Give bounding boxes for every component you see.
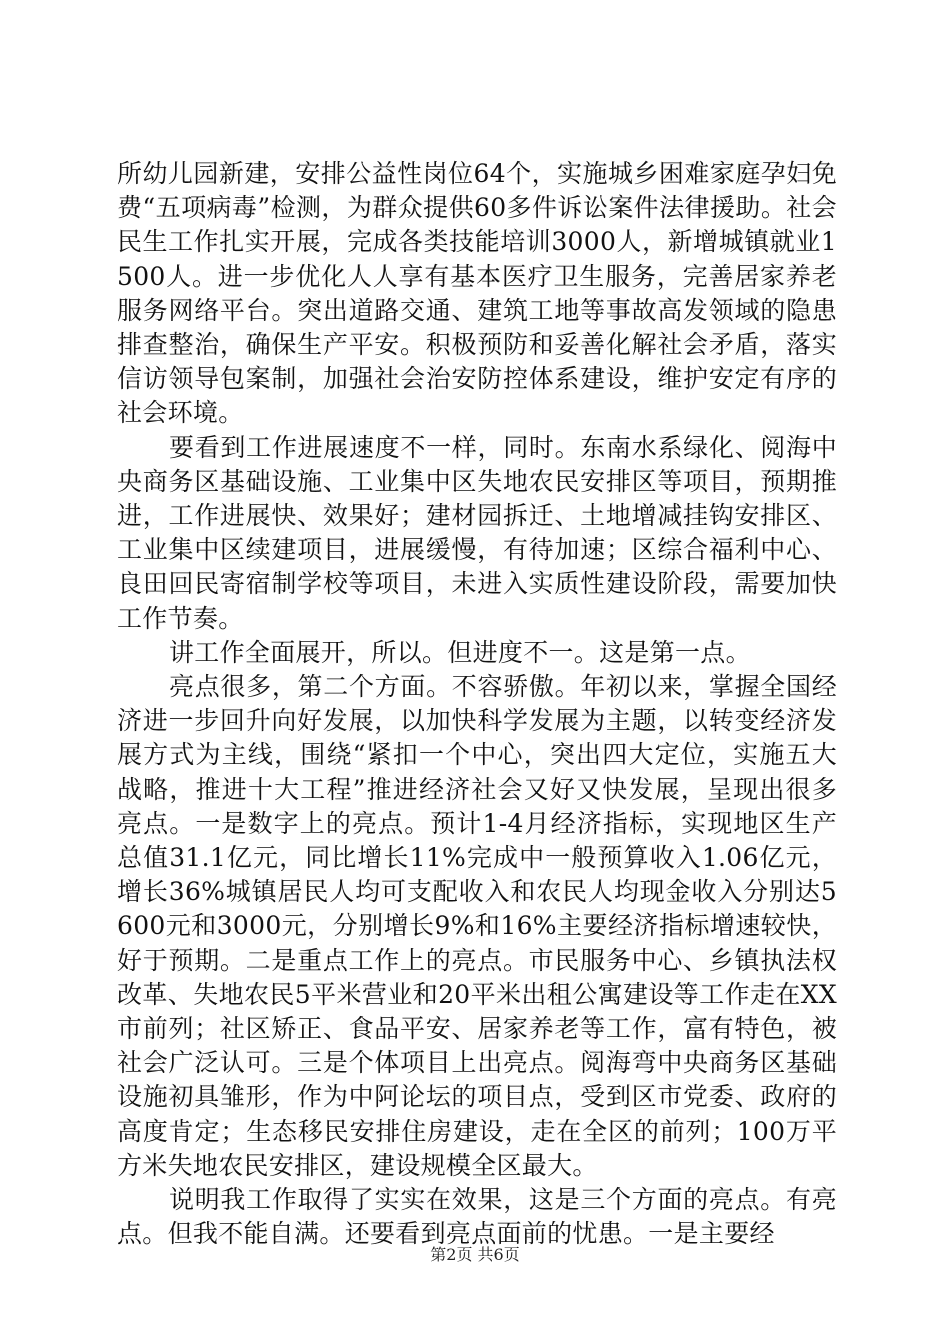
paragraph-3: 讲工作全面展开，所以。但进度不一。这是第一点。 bbox=[169, 637, 751, 667]
document-body bbox=[117, 157, 837, 1252]
paragraph-1: 所幼儿园新建，安排公益性岗位64个，实施城乡困难家庭孕妇免费“五项病毒”检测，为群众提供60多件诉讼案件法律援助。社会民生工作扎实开展，完成各类技能培训3000人，新增城镇就业1500人。进一步优化人人享有基本医疗卫生服务，完善居家养老服务网络平台。突出道路交通、建筑工地等事故高发领域的隐患排查整治，确保生产平安。积极预防和妥善化解社会矛盾，落实信访领导包案制，加强社会治安防控体系建设，维护安定有序的社会环境。 bbox=[117, 159, 837, 428]
paragraph-4: 亮点很多，第二个方面。不容骄傲。年初以来，掌握全国经济进一步回升向好发展，以加快科学发展为主题，以转变经济发展方式为主线，围绕“紧扣一个中心，突出四大定位，实施五大战略，推进十大工程”推进经济社会又好又快发展，呈现出很多亮点。一是数字上的亮点。预计1-4月经济指标，实现地区生产总值31.1亿元，同比增长11%完成中一般预算收入1.06亿元，增长36%城镇居民人均可支配收入和农民人均现金收入分别达5600元和3000元，分别增长9%和16%主要经济指标增速较快，好于预期。二是重点工作上的亮点。市民服务中心、乡镇执法权改革、失地农民5平米营业和20平米出租公寓建设等工作走在XX市前列；社区矫正、食品平安、居家养老等工作，富有特色，被社会广泛认可。三是个体项目上出亮点。阅海弯中央商务区基础设施初具雏形，作为中阿论坛的项目点，受到区市党委、政府的高度肯定；生态移民安排住房建设，走在全区的前列；100万平方米失地农民安排区，建设规模全区最大。 bbox=[117, 672, 837, 1180]
paragraph-2: 要看到工作进展速度不一样，同时。东南水系绿化、阅海中央商务区基础设施、工业集中区失地农民安排区等项目，预期推进，工作进展快、效果好；建材园拆迁、土地增减挂钩安排区、工业集中区续建项目，进展缓慢，有待加速；区综合福利中心、良田回民寄宿制学校等项目，未进入实质性建设阶段，需要加快工作节奏。 bbox=[117, 432, 837, 633]
page-number-footer: 第2页 共6页 bbox=[430, 1245, 520, 1264]
paragraph-5: 说明我工作取得了实实在效果，这是三个方面的亮点。有亮点。但我不能自满。还要看到亮点面前的忧患。一是主要经 bbox=[117, 1185, 837, 1249]
